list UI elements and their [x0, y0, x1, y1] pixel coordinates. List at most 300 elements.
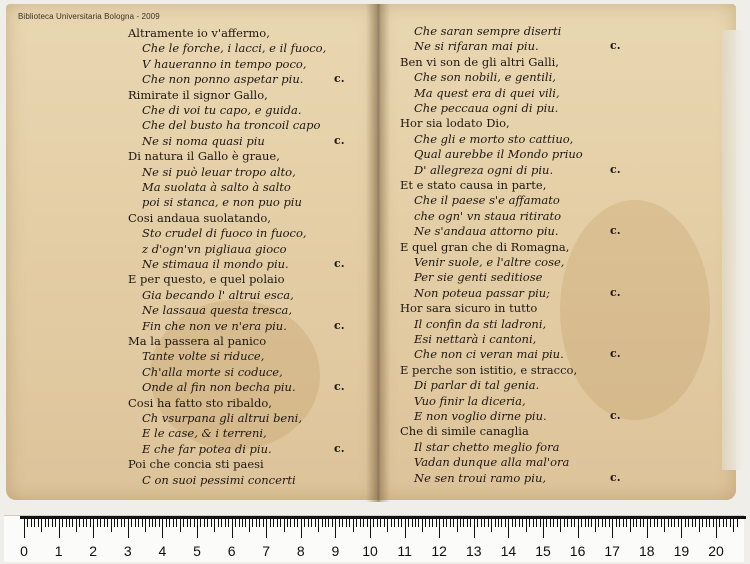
- ruler-tick: [245, 516, 246, 527]
- right-margin-mark: c.: [610, 347, 621, 361]
- right-verse-line: Ne si rifaran mai piu.: [414, 39, 539, 54]
- ruler-tick: [498, 516, 499, 527]
- ruler-tick: [422, 516, 423, 532]
- ruler-tick: [318, 516, 319, 532]
- left-margin-mark: c.: [334, 441, 345, 455]
- ruler-tick: [121, 516, 122, 527]
- left-verse-line: V haueranno in tempo poco,: [142, 56, 307, 71]
- ruler-tick: [277, 516, 278, 527]
- left-verse-line: Ma suolata à salto à salto: [142, 180, 291, 194]
- ruler-label: 18: [639, 543, 655, 559]
- ruler-tick: [48, 516, 49, 527]
- ruler-tick: [529, 516, 530, 527]
- left-verse-line: E per questo, e quel polaio: [128, 272, 285, 287]
- ruler-tick: [681, 516, 682, 538]
- ruler-tick: [591, 516, 592, 527]
- ruler-tick: [394, 516, 395, 527]
- right-verse-line: che ogn' vn staua ritirato: [414, 208, 562, 223]
- book-gutter: [366, 4, 390, 502]
- ruler-tick: [439, 516, 440, 538]
- ruler-tick: [630, 516, 631, 532]
- ruler-tick: [90, 516, 91, 527]
- ruler-tick: [342, 516, 343, 527]
- ruler-tick: [207, 516, 208, 527]
- ruler-tick: [145, 516, 146, 532]
- ruler-tick: [685, 516, 686, 527]
- left-verse-line: Ne stimaua il mondo piu.: [142, 257, 289, 271]
- right-margin-mark: c.: [610, 39, 621, 53]
- ruler-tick: [474, 516, 475, 538]
- ruler-tick: [598, 516, 599, 527]
- ruler-tick: [674, 516, 675, 527]
- ruler-tick: [325, 516, 326, 527]
- ruler-tick: [706, 516, 707, 527]
- ruler-tick: [353, 516, 354, 532]
- ruler-tick: [373, 516, 374, 527]
- ruler-tick: [515, 516, 516, 527]
- left-verse-line: Cosi ha fatto sto ribaldo,: [128, 395, 272, 410]
- ruler-tick: [588, 516, 589, 527]
- ruler-tick: [114, 516, 115, 527]
- ruler-tick: [162, 516, 163, 538]
- ruler-tick: [571, 516, 572, 527]
- left-verse-line: Ne si può leuar tropo alto,: [142, 164, 296, 179]
- ruler-label: 4: [158, 543, 167, 559]
- measurement-ruler: [4, 515, 744, 562]
- right-verse-line: Ne sen troui ramo piu,: [414, 470, 547, 485]
- right-verse-line: Ben vi son de gli altri Galli,: [400, 54, 559, 69]
- ruler-tick: [152, 516, 153, 527]
- ruler-tick: [131, 516, 132, 527]
- ruler-tick: [360, 516, 361, 527]
- ruler-tick: [228, 516, 229, 527]
- ruler-tick: [550, 516, 551, 527]
- ruler-tick: [142, 516, 143, 527]
- left-verse-line: Ne si noma quasi piu: [142, 133, 265, 148]
- ruler-label: 5: [193, 543, 201, 559]
- ruler-tick: [602, 516, 603, 527]
- ruler-tick: [363, 516, 364, 527]
- ruler-tick: [664, 516, 665, 532]
- right-verse-line: Qual aurebbe il Mondo priuo: [414, 147, 583, 162]
- ruler-label: 9: [331, 543, 340, 559]
- ruler-tick: [297, 516, 298, 527]
- right-verse-line: Per sie genti seditiose: [414, 270, 543, 285]
- ruler-tick: [97, 516, 98, 527]
- ruler-label: 20: [708, 543, 724, 559]
- right-verse-line: Ma quest era di quei vili,: [414, 85, 560, 100]
- ruler-tick: [173, 516, 174, 527]
- ruler-tick: [169, 516, 170, 527]
- ruler-tick: [273, 516, 274, 527]
- ruler-tick: [733, 516, 734, 532]
- ruler-tick: [180, 516, 181, 532]
- ruler-tick: [225, 516, 226, 527]
- ruler-tick: [128, 516, 129, 538]
- ruler-tick: [339, 516, 340, 527]
- right-verse-line: Che di simile canaglia: [400, 424, 529, 439]
- ruler-tick: [723, 516, 724, 527]
- ruler-tick: [405, 516, 406, 538]
- ruler-label: 12: [431, 543, 447, 559]
- ruler-tick: [488, 516, 489, 527]
- right-verse-line: Hor sia lodato Dio,: [400, 116, 510, 131]
- ruler-tick: [200, 516, 201, 527]
- ruler-tick: [491, 516, 492, 532]
- ruler-tick: [204, 516, 205, 527]
- ruler-tick: [138, 516, 139, 527]
- ruler-label: 10: [362, 543, 378, 559]
- ruler-label: 0: [20, 543, 28, 559]
- right-margin-mark: c.: [610, 224, 621, 238]
- ruler-tick: [104, 516, 105, 527]
- ruler-label: 16: [569, 543, 586, 559]
- ruler-tick: [135, 516, 136, 527]
- ruler-tick: [377, 516, 378, 527]
- ruler-tick: [616, 516, 617, 527]
- left-margin-mark: c.: [334, 318, 345, 332]
- ruler-tick: [218, 516, 219, 527]
- ruler-label: 11: [397, 543, 412, 559]
- left-verse-line: Ch vsurpana gli altrui beni,: [142, 411, 302, 425]
- ruler-tick: [391, 516, 392, 527]
- ruler-tick: [280, 516, 281, 527]
- ruler-tick: [412, 516, 413, 527]
- ruler-tick: [401, 516, 402, 527]
- ruler-tick: [408, 516, 409, 527]
- ruler-tick: [512, 516, 513, 527]
- ruler-tick: [678, 516, 679, 527]
- ruler-tick: [457, 516, 458, 532]
- ruler-label: 13: [466, 543, 482, 559]
- ruler-tick: [668, 516, 669, 527]
- ruler-label: 2: [89, 543, 98, 559]
- ruler-tick: [585, 516, 586, 527]
- ruler-tick: [643, 516, 644, 527]
- left-verse-line: E le case, & i terreni,: [142, 426, 267, 441]
- right-verse-line: Che non ci veran mai piu.: [414, 347, 564, 362]
- left-verse-line: Onde al fin non becha piu.: [142, 380, 296, 395]
- ruler-tick: [79, 516, 80, 527]
- ruler-tick: [557, 516, 558, 527]
- ruler-tick: [477, 516, 478, 527]
- left-text-column: [128, 26, 368, 496]
- ruler-tick: [332, 516, 333, 527]
- left-verse-line: E che far potea di piu.: [142, 441, 272, 456]
- left-verse-line: Fin che non ve n'era piu.: [142, 318, 287, 333]
- right-verse-line: Che il paese s'e affamato: [414, 193, 560, 208]
- ruler-tick: [609, 516, 610, 527]
- right-verse-line: Il star chetto meglio fora: [414, 439, 560, 454]
- right-verse-line: E quel gran che di Romagna,: [400, 239, 570, 254]
- ruler-tick: [612, 516, 613, 538]
- ruler-tick: [176, 516, 177, 527]
- left-verse-line: Gia becando l' altrui esca,: [142, 287, 294, 302]
- ruler-tick: [256, 516, 257, 527]
- ruler-tick: [432, 516, 433, 527]
- ruler-tick: [52, 516, 53, 527]
- ruler-tick: [45, 516, 46, 527]
- left-verse-line: Ch'alla morte si coduce,: [142, 364, 283, 379]
- ruler-tick: [194, 516, 195, 527]
- ruler-tick: [387, 516, 388, 532]
- ruler-tick: [235, 516, 236, 527]
- left-margin-mark: c.: [334, 133, 345, 147]
- ruler-tick: [533, 516, 534, 527]
- right-verse-line: E perche son istitio, e stracco,: [400, 362, 578, 377]
- left-verse-line: Cosi andaua suolatando,: [128, 210, 271, 225]
- right-verse-line: Che gli e morto sto cattiuo,: [414, 131, 574, 146]
- ruler-tick: [384, 516, 385, 527]
- ruler-tick: [553, 516, 554, 527]
- left-verse-line: Ne lassaua questa tresca,: [142, 303, 293, 318]
- ruler-tick: [349, 516, 350, 527]
- left-verse-line: Che le forche, i lacci, e il fuoco,: [142, 41, 327, 56]
- ruler-tick: [671, 516, 672, 527]
- right-text-column: [400, 24, 635, 494]
- ruler-tick: [640, 516, 641, 527]
- ruler-tick: [695, 516, 696, 527]
- ruler-tick: [72, 516, 73, 527]
- ruler-tick: [633, 516, 634, 527]
- right-margin-mark: c.: [610, 470, 621, 484]
- left-verse-line: Che non ponno aspetar piu.: [142, 72, 304, 87]
- ruler-tick: [519, 516, 520, 527]
- right-verse-line: Et e stato causa in parte,: [400, 178, 547, 192]
- ruler-tick: [623, 516, 624, 527]
- right-verse-line: E non voglio dirne piu.: [414, 409, 547, 423]
- ruler-tick: [252, 516, 253, 527]
- ruler-tick: [211, 516, 212, 527]
- left-margin-mark: c.: [334, 257, 345, 270]
- ruler-tick: [370, 516, 371, 538]
- left-verse-line: Rimirate il signor Gallo,: [128, 87, 268, 102]
- ruler-tick: [166, 516, 167, 527]
- right-margin-mark: c.: [610, 285, 621, 299]
- ruler-tick: [356, 516, 357, 527]
- right-verse-line: Hor sara sicuro in tutto: [400, 301, 538, 316]
- ruler-tick: [450, 516, 451, 527]
- ruler-tick: [335, 516, 336, 538]
- ruler-tick: [311, 516, 312, 527]
- right-verse-line: Di parlar di tal genia.: [414, 378, 540, 393]
- ruler-tick: [699, 516, 700, 532]
- ruler-tick: [713, 516, 714, 527]
- left-verse-line: Poi che concia sti paesi: [128, 457, 264, 472]
- ruler-tick: [425, 516, 426, 527]
- ruler-tick: [730, 516, 731, 527]
- ruler-tick: [505, 516, 506, 527]
- ruler-tick: [481, 516, 482, 527]
- ruler-tick: [661, 516, 662, 527]
- right-verse-line: Ne s'andaua attorno piu.: [414, 224, 559, 239]
- ruler-tick: [540, 516, 541, 527]
- right-verse-line: Che saran sempre diserti: [414, 24, 562, 38]
- ruler-tick: [107, 516, 108, 527]
- left-verse-line: Che di voi tu capo, e guida.: [142, 103, 302, 117]
- ruler-tick: [657, 516, 658, 527]
- ruler-tick: [294, 516, 295, 527]
- ruler-tick: [436, 516, 437, 527]
- ruler-tick: [66, 516, 67, 527]
- ruler-tick: [367, 516, 368, 527]
- ruler-tick: [418, 516, 419, 527]
- ruler-tick: [692, 516, 693, 527]
- ruler-tick: [100, 516, 101, 527]
- ruler-tick: [702, 516, 703, 527]
- ruler-tick: [647, 516, 648, 538]
- ruler-tick: [636, 516, 637, 527]
- ruler-tick: [536, 516, 537, 527]
- left-verse-line: Altramente io v'affermo,: [128, 26, 270, 40]
- left-verse-line: C on suoi pessimi concerti: [142, 472, 296, 487]
- ruler-tick: [346, 516, 347, 527]
- right-verse-line: Vadan dunque alla mal'ora: [414, 455, 570, 470]
- left-verse-line: Ma la passera al panico: [128, 334, 267, 348]
- ruler-tick: [239, 516, 240, 527]
- ruler-tick: [24, 516, 25, 538]
- ruler-tick: [567, 516, 568, 527]
- ruler-tick: [159, 516, 160, 527]
- ruler-tick: [716, 516, 717, 538]
- right-margin-mark: c.: [610, 409, 621, 422]
- ruler-tick: [301, 516, 302, 538]
- ruler-tick: [484, 516, 485, 527]
- ruler-tick: [31, 516, 32, 527]
- ruler-tick: [453, 516, 454, 527]
- right-verse-line: Che peccaua ogni di piu.: [414, 101, 559, 115]
- ruler-tick: [654, 516, 655, 527]
- ruler-tick: [62, 516, 63, 527]
- ruler-tick: [380, 516, 381, 527]
- ruler-tick: [249, 516, 250, 532]
- ruler-tick: [626, 516, 627, 527]
- ruler-tick: [187, 516, 188, 527]
- ruler-tick: [578, 516, 579, 538]
- ruler-tick: [737, 516, 738, 527]
- ruler-tick: [719, 516, 720, 527]
- ruler-tick: [76, 516, 77, 532]
- ruler-tick: [308, 516, 309, 527]
- right-verse-line: Non poteua passar piu;: [414, 285, 551, 300]
- left-margin-mark: c.: [334, 72, 345, 86]
- ruler-tick: [605, 516, 606, 527]
- ruler-tick: [546, 516, 547, 527]
- ruler-tick: [574, 516, 575, 527]
- right-margin-mark: c.: [610, 162, 621, 176]
- ruler-tick: [259, 516, 260, 527]
- ruler-tick: [398, 516, 399, 527]
- left-margin-mark: c.: [334, 380, 345, 394]
- ruler-tick: [221, 516, 222, 527]
- ruler-tick: [564, 516, 565, 527]
- ruler-tick: [55, 516, 56, 527]
- ruler-tick: [543, 516, 544, 538]
- ruler-tick: [270, 516, 271, 527]
- ruler-tick: [34, 516, 35, 527]
- ruler-tick: [59, 516, 60, 538]
- ruler-tick: [183, 516, 184, 527]
- right-verse-line: Venir suole, e l'altre cose,: [414, 255, 565, 269]
- right-verse-line: Vuo finir la diceria,: [414, 393, 526, 408]
- ruler-tick: [495, 516, 496, 527]
- ruler-tick: [214, 516, 215, 532]
- left-verse-line: Tante volte si riduce,: [142, 349, 265, 364]
- ruler-tick: [124, 516, 125, 527]
- ruler-tick: [463, 516, 464, 527]
- ruler-tick: [322, 516, 323, 527]
- left-verse-line: Di natura il Gallo è graue,: [128, 149, 280, 164]
- ruler-tick: [328, 516, 329, 527]
- ruler-tick: [149, 516, 150, 527]
- ruler-tick: [93, 516, 94, 538]
- ruler-tick: [581, 516, 582, 527]
- ruler-tick: [415, 516, 416, 527]
- ruler-label: 17: [604, 543, 620, 559]
- ruler-tick: [595, 516, 596, 532]
- show-through-margin: [722, 30, 744, 470]
- ruler-tick: [86, 516, 87, 527]
- left-verse-line: poi si stanca, e non puo piu: [142, 195, 302, 210]
- ruler-tick: [650, 516, 651, 527]
- ruler-tick: [266, 516, 267, 538]
- ruler-tick: [709, 516, 710, 527]
- ruler-label: 3: [123, 543, 132, 559]
- ruler-label: 15: [535, 543, 551, 559]
- ruler-label: 8: [296, 543, 305, 559]
- ruler-tick: [41, 516, 42, 532]
- ruler-tick: [232, 516, 233, 538]
- right-verse-line: Esi nettarà i cantoni,: [414, 332, 537, 346]
- left-verse-line: z d'ogn'vn pigliaua gioco: [142, 241, 287, 256]
- ruler-tick: [287, 516, 288, 527]
- ruler-label: 19: [673, 543, 690, 559]
- ruler-label: 1: [54, 543, 63, 559]
- ruler-tick: [467, 516, 468, 527]
- ruler-tick: [69, 516, 70, 527]
- ruler-tick: [304, 516, 305, 527]
- ruler-tick: [560, 516, 561, 532]
- ruler-tick: [501, 516, 502, 527]
- ruler-tick: [443, 516, 444, 527]
- ruler-tick: [619, 516, 620, 527]
- ruler-tick: [190, 516, 191, 527]
- ruler-tick: [470, 516, 471, 527]
- ruler-label: 14: [500, 543, 517, 559]
- ruler-tick: [83, 516, 84, 527]
- ruler-tick: [446, 516, 447, 527]
- ruler-tick: [726, 516, 727, 527]
- ruler-tick: [429, 516, 430, 527]
- ruler-tick: [290, 516, 291, 527]
- right-verse-line: D' allegreza ogni di piu.: [414, 162, 554, 177]
- ruler-tick: [526, 516, 527, 532]
- left-verse-line: Sto crudel di fuoco in fuoco,: [142, 226, 307, 241]
- ruler-tick: [508, 516, 509, 538]
- ruler-label: 6: [227, 543, 236, 559]
- ruler-tick: [688, 516, 689, 527]
- ruler-tick: [263, 516, 264, 527]
- ruler-tick: [197, 516, 198, 538]
- right-verse-line: Il confin da sti ladroni,: [414, 316, 547, 331]
- ruler-tick: [38, 516, 39, 527]
- ruler-tick: [242, 516, 243, 527]
- ruler-tick: [315, 516, 316, 527]
- ruler-tick: [284, 516, 285, 532]
- right-verse-line: Che son nobili, e gentili,: [414, 70, 556, 85]
- left-verse-line: Che del busto ha troncoil capo: [142, 118, 321, 133]
- ruler-tick: [117, 516, 118, 527]
